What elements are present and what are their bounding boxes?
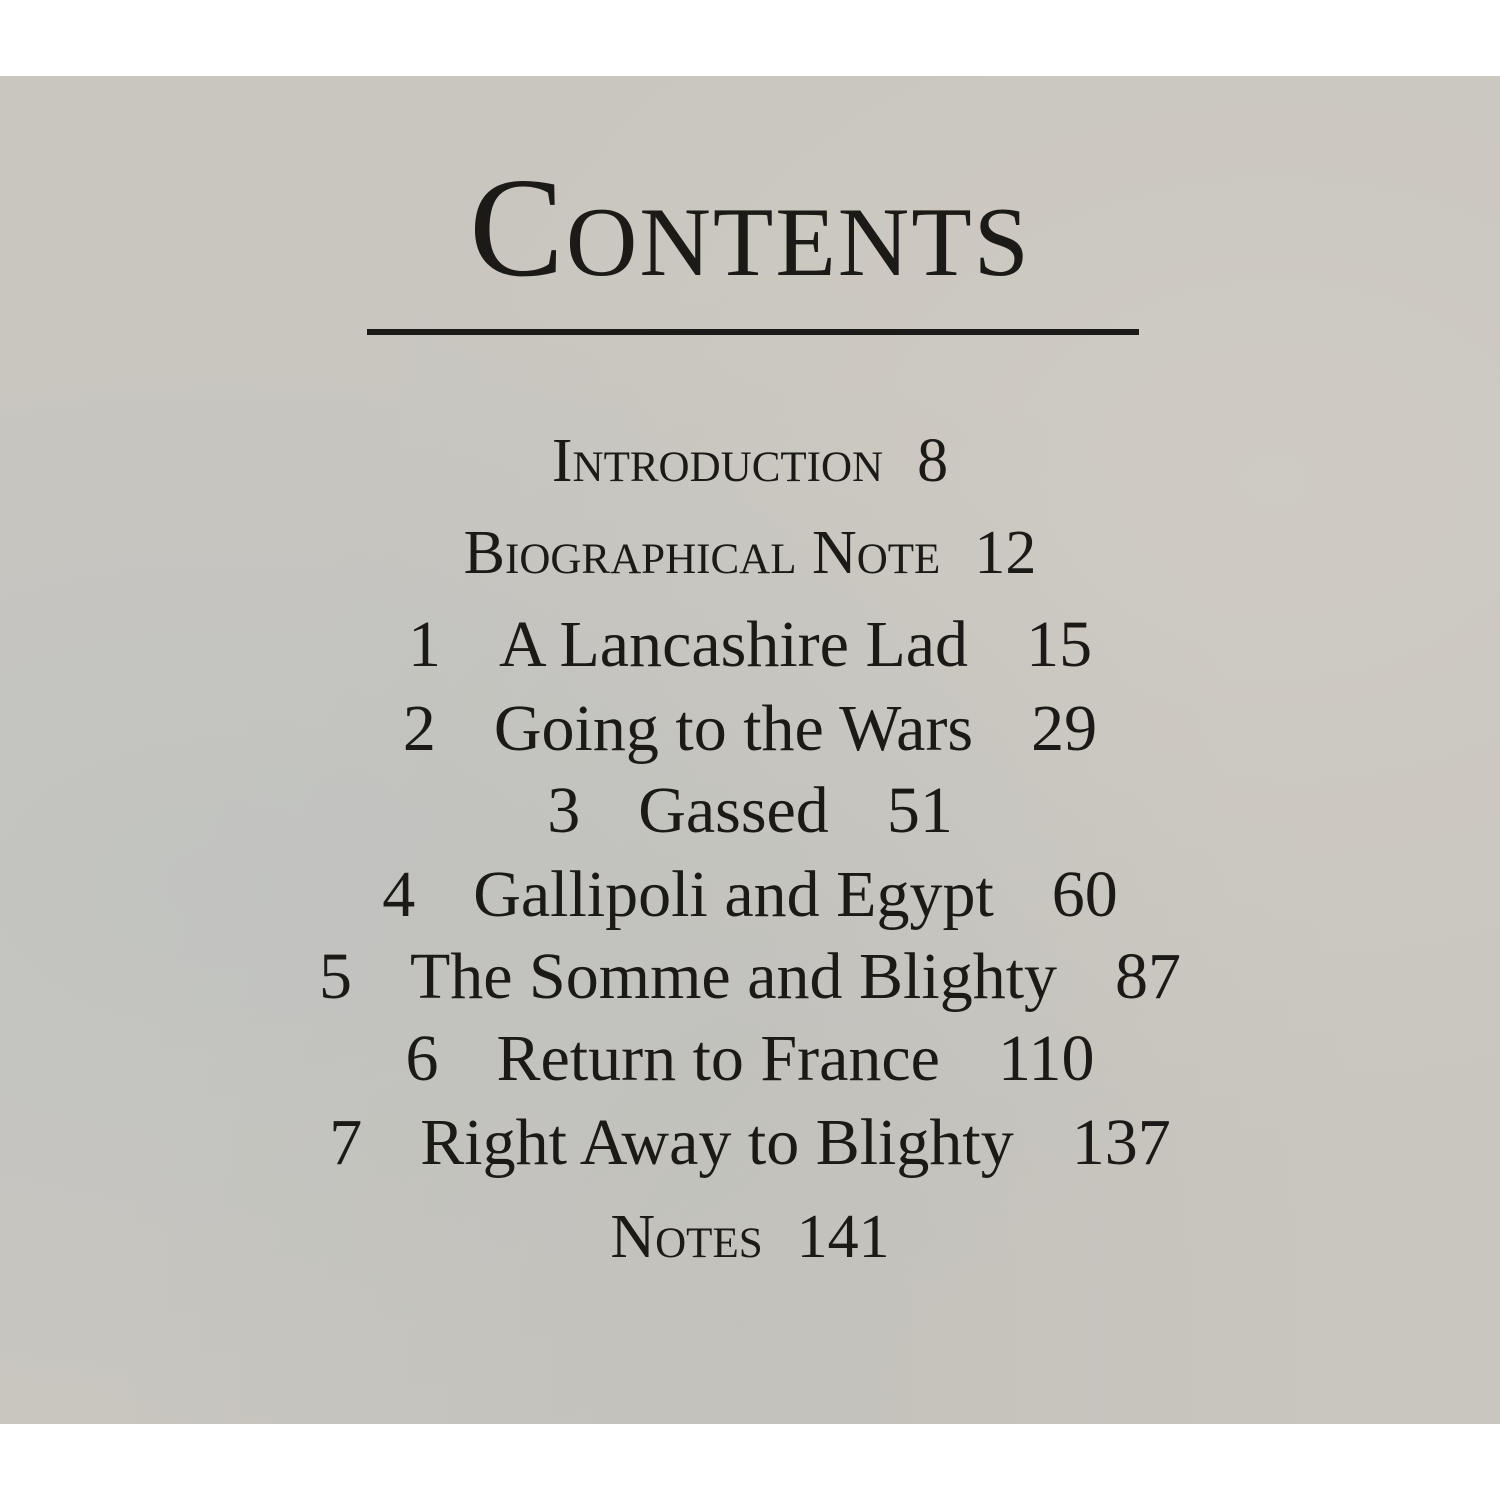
chapter-number: 4 (382, 858, 416, 931)
toc-label: Notes (610, 1203, 763, 1271)
toc-label: Biographical Note (463, 519, 941, 587)
toc-entry-introduction (0, 428, 1500, 494)
toc-page-number: 12 (974, 519, 1037, 587)
toc-entry-chapter-7 (0, 1106, 1500, 1179)
chapter-title: The Somme and Blighty (409, 940, 1058, 1013)
chapter-number: 6 (405, 1022, 439, 1095)
toc-page-number: 51 (886, 774, 953, 847)
toc-label: Introduction (551, 427, 884, 495)
chapter-title: Right Away to Blighty (420, 1106, 1014, 1179)
chapter-number: 3 (547, 774, 581, 847)
toc-entry-notes (0, 1204, 1500, 1270)
toc-page-number: 60 (1051, 858, 1118, 931)
toc-entry-chapter-3 (0, 774, 1500, 847)
chapter-title: Return to France (496, 1022, 940, 1095)
toc-entry-biographical-note (0, 520, 1500, 586)
chapter-number: 2 (402, 692, 436, 765)
title-rule (367, 329, 1139, 335)
toc-entry-chapter-2 (0, 692, 1500, 765)
book-page (0, 76, 1500, 1424)
toc-page-number: 15 (1026, 608, 1093, 681)
chapter-title: Going to the Wars (493, 692, 974, 765)
toc-entry-chapter-6 (0, 1022, 1500, 1095)
chapter-number: 1 (407, 608, 441, 681)
chapter-number: 5 (318, 940, 352, 1013)
chapter-title: Gassed (638, 774, 829, 847)
chapter-title: Gallipoli and Egypt (473, 858, 994, 931)
toc-page-number: 110 (997, 1022, 1095, 1095)
toc-page-number: 8 (917, 427, 949, 495)
toc-page-number: 141 (796, 1203, 890, 1271)
toc-entry-chapter-1 (0, 608, 1500, 681)
chapter-number: 7 (329, 1106, 363, 1179)
chapter-title: A Lancashire Lad (498, 608, 969, 681)
toc-page-number: 29 (1031, 692, 1098, 765)
toc-page-number: 87 (1115, 940, 1182, 1013)
toc-entry-chapter-4 (0, 858, 1500, 931)
toc-entry-chapter-5 (0, 940, 1500, 1013)
toc-page-number: 137 (1071, 1106, 1171, 1179)
page-title: Contents (469, 148, 1031, 306)
